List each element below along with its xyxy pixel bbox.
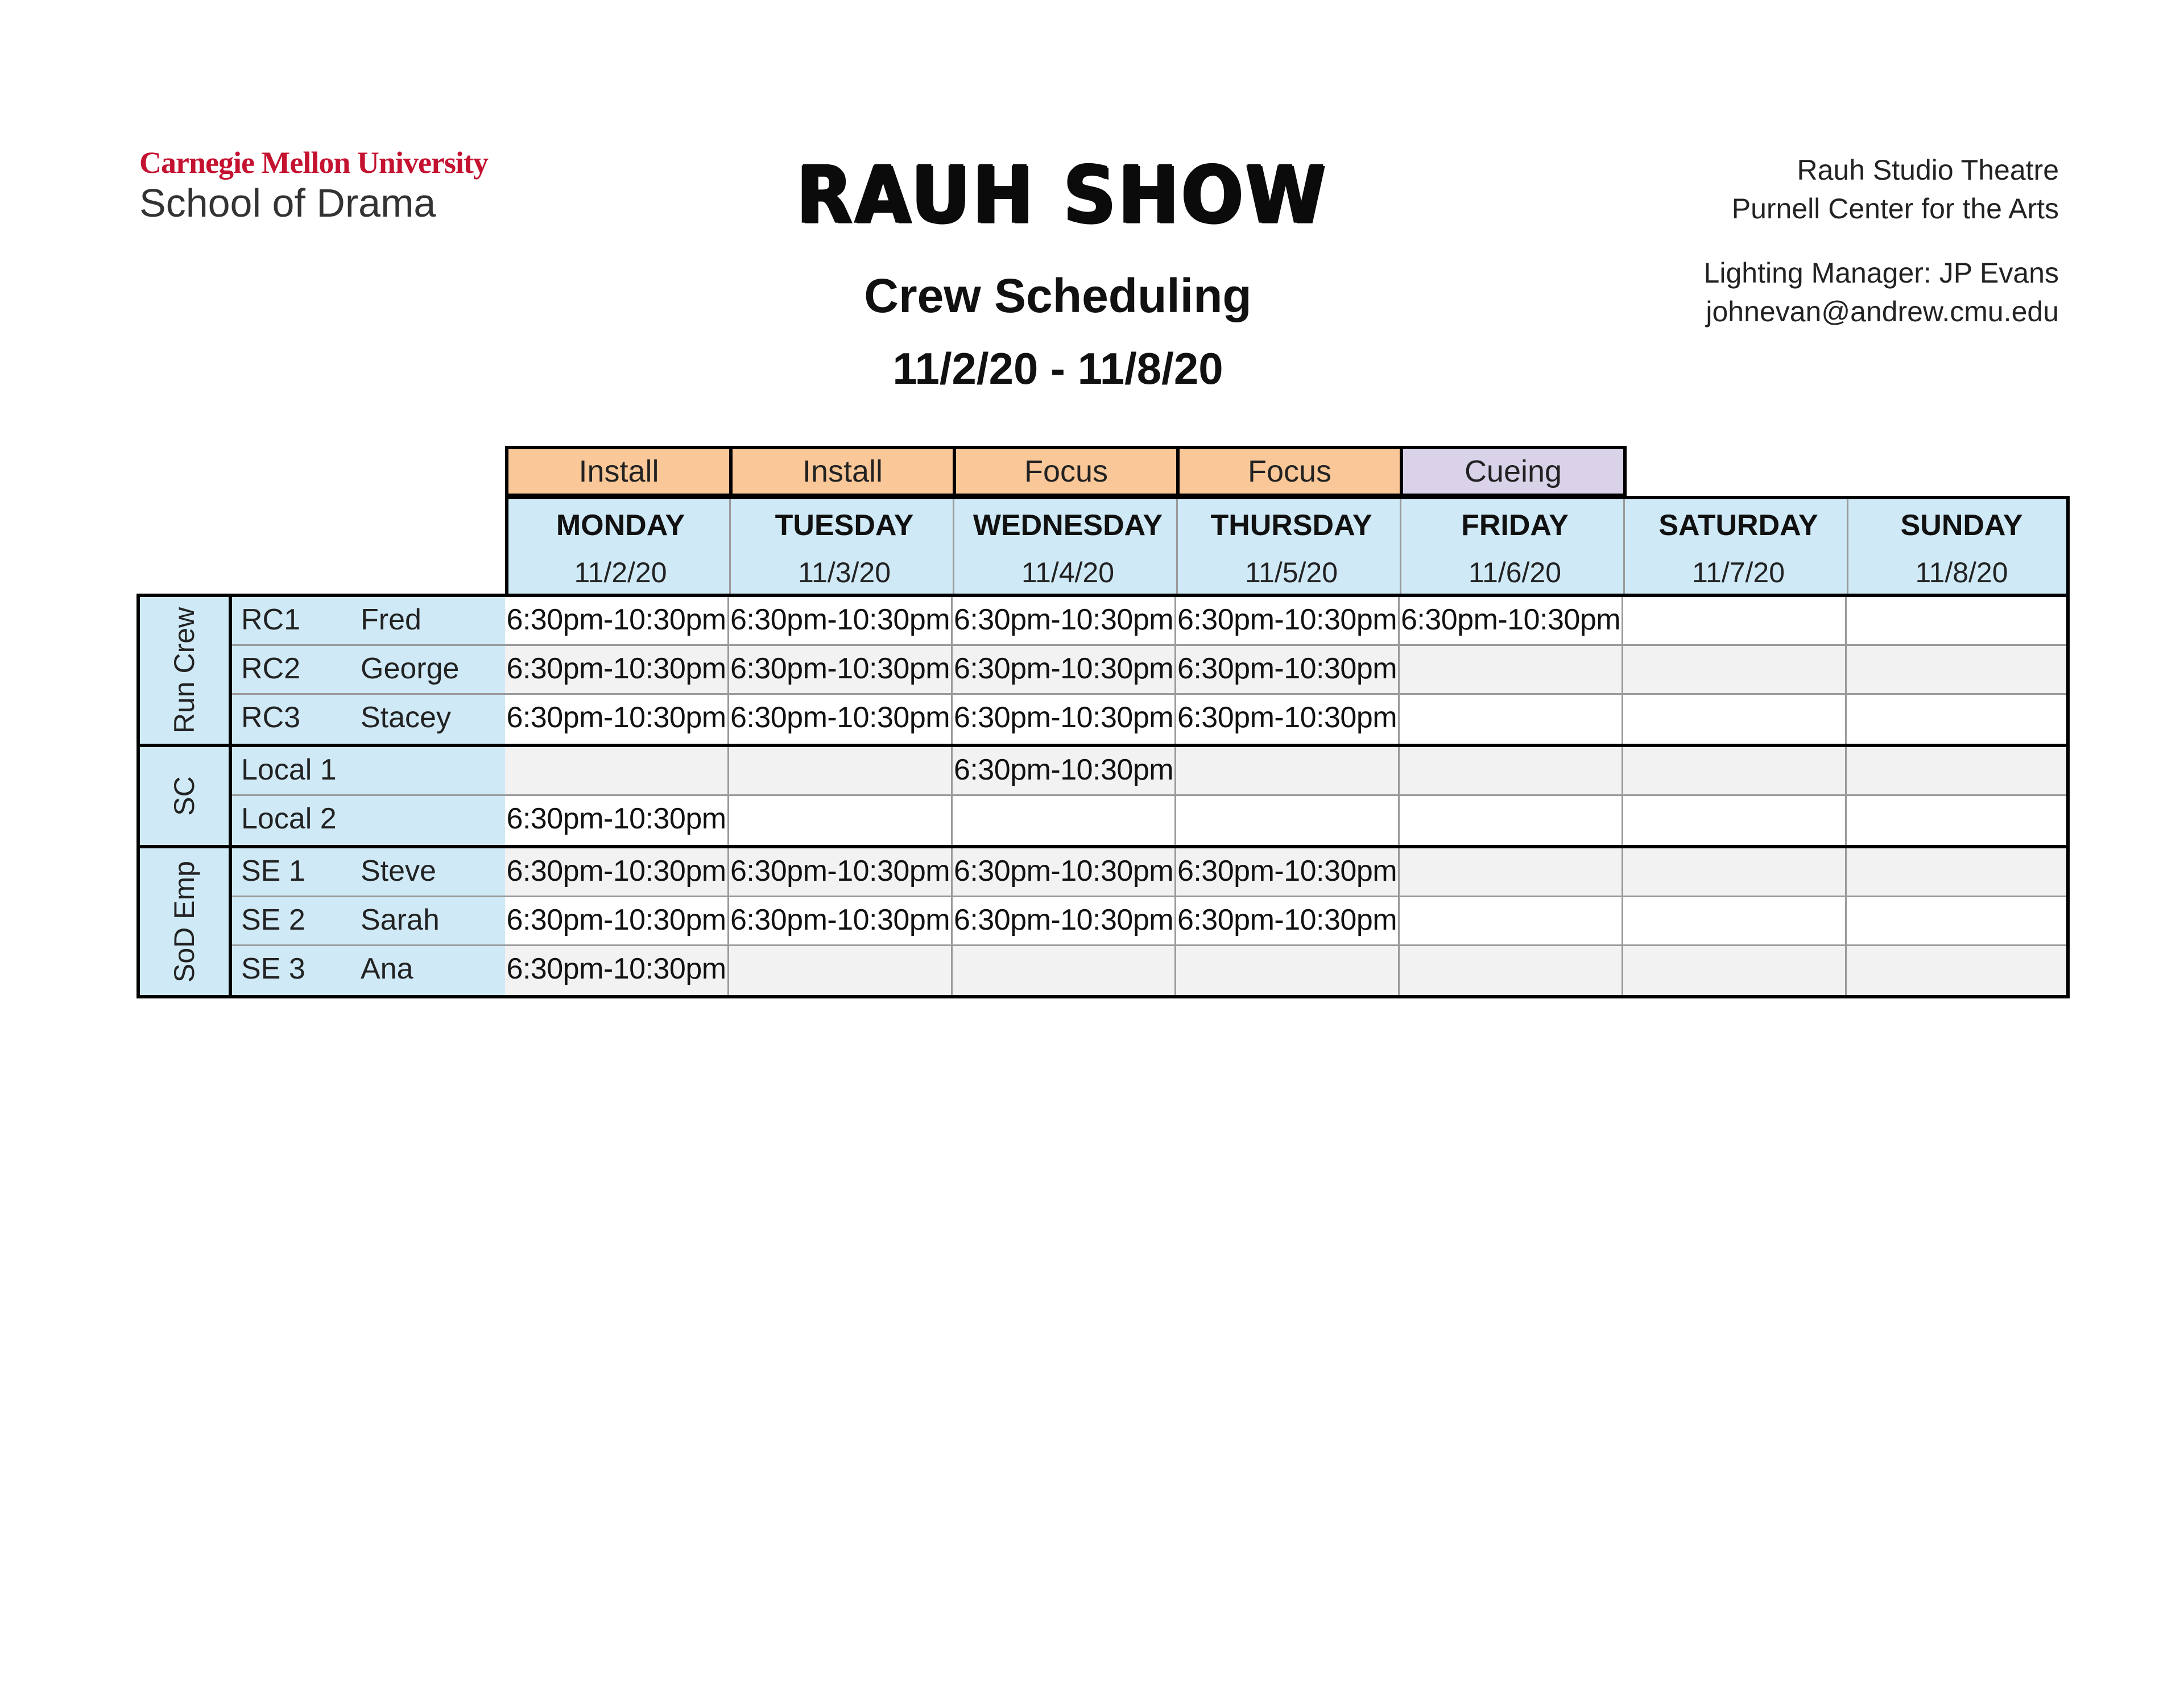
day-date: 11/4/20 <box>1021 557 1115 588</box>
shift-cell[interactable] <box>953 796 1176 845</box>
crew-member-label <box>232 646 508 695</box>
group-label-text: Run Crew <box>168 607 200 734</box>
shift-cell[interactable] <box>1400 796 1623 845</box>
shift-cell[interactable]: 6:30pm-10:30pm <box>1176 848 1400 897</box>
shift-cell[interactable] <box>1847 796 2070 845</box>
shift-cell[interactable] <box>729 796 953 845</box>
shift-cell[interactable] <box>1847 848 2070 897</box>
crew-group-sod-emp <box>136 845 2070 998</box>
venue-contact-block <box>1704 151 2059 331</box>
shift-cell[interactable] <box>1623 848 1847 897</box>
crew-member-label <box>232 597 508 646</box>
crew-code: SE 1 <box>241 855 305 888</box>
shift-cell[interactable]: 6:30pm-10:30pm <box>1176 597 1400 646</box>
crew-code: RC3 <box>241 701 301 734</box>
crew-member-label <box>232 897 508 946</box>
day-header-wednesday <box>956 499 1180 594</box>
shift-cell[interactable] <box>1400 646 1623 695</box>
day-header-sunday <box>1850 499 2073 594</box>
shift-cell[interactable]: 6:30pm-10:30pm <box>953 848 1176 897</box>
manager-email[interactable]: johnevan@andrew.cmu.edu <box>1706 296 2059 328</box>
shift-cell[interactable] <box>1400 695 1623 744</box>
day-name: SUNDAY <box>1900 509 2023 542</box>
show-title: RAUH SHOW <box>796 149 1328 241</box>
shift-cell[interactable]: 6:30pm-10:30pm <box>505 796 729 845</box>
day-name: MONDAY <box>556 509 685 542</box>
shift-cell[interactable]: 6:30pm-10:30pm <box>1176 646 1400 695</box>
day-date: 11/5/20 <box>1244 557 1338 588</box>
shift-cell[interactable] <box>953 946 1176 995</box>
shift-cell[interactable] <box>505 747 729 796</box>
day-header-thursday <box>1180 499 1403 594</box>
day-name: TUESDAY <box>775 509 914 542</box>
column-divider <box>729 499 731 594</box>
group-label <box>140 848 232 995</box>
shift-cell[interactable]: 6:30pm-10:30pm <box>953 695 1176 744</box>
column-divider <box>1847 499 1848 594</box>
day-date: 11/6/20 <box>1468 557 1562 588</box>
crew-name: Stacey <box>361 701 451 734</box>
day-header-monday <box>508 499 733 594</box>
shift-cell[interactable]: 6:30pm-10:30pm <box>953 597 1176 646</box>
shift-cell[interactable] <box>1400 946 1623 995</box>
crew-member-label <box>232 946 508 995</box>
shift-cell[interactable]: 6:30pm-10:30pm <box>1176 695 1400 744</box>
day-name: THURSDAY <box>1210 509 1372 542</box>
shift-cell[interactable] <box>1623 897 1847 946</box>
group-label-text: SoD Emp <box>168 861 200 983</box>
shift-cell[interactable] <box>1623 747 1847 796</box>
phase-label-friday: Cueing <box>1400 446 1627 497</box>
shift-cell[interactable]: 6:30pm-10:30pm <box>505 897 729 946</box>
day-header-row <box>505 496 2070 597</box>
day-date: 11/3/20 <box>797 557 891 588</box>
crew-code: SE 3 <box>241 952 305 985</box>
crew-member-label <box>232 695 508 744</box>
lighting-manager: Lighting Manager: JP Evans <box>1703 257 2059 289</box>
shift-cell[interactable]: 6:30pm-10:30pm <box>729 597 953 646</box>
crew-name: Fred <box>361 603 421 636</box>
group-label-text: SC <box>168 776 200 816</box>
shift-cell[interactable]: 6:30pm-10:30pm <box>953 897 1176 946</box>
crew-code: RC1 <box>241 603 301 636</box>
shift-cell[interactable]: 6:30pm-10:30pm <box>729 897 953 946</box>
shift-cell[interactable]: 6:30pm-10:30pm <box>505 597 729 646</box>
shift-cell[interactable] <box>1623 695 1847 744</box>
column-divider <box>953 499 954 594</box>
shift-cell[interactable] <box>1847 597 2070 646</box>
column-divider <box>1400 499 1401 594</box>
crew-code: SE 2 <box>241 903 305 936</box>
crew-group-sc <box>136 744 2070 848</box>
shift-cell[interactable] <box>1847 646 2070 695</box>
venue-name: Rauh Studio Theatre <box>1797 154 2059 186</box>
group-label <box>140 747 232 845</box>
shift-cell[interactable] <box>1176 747 1400 796</box>
phase-label-tuesday: Install <box>729 446 956 497</box>
document-title: Crew Scheduling <box>864 269 1252 322</box>
shift-cell[interactable]: 6:30pm-10:30pm <box>729 695 953 744</box>
crew-name: Sarah <box>361 903 440 936</box>
shift-cell[interactable] <box>1176 796 1400 845</box>
day-header-saturday <box>1627 499 1850 594</box>
shift-cell[interactable]: 6:30pm-10:30pm <box>505 946 729 995</box>
crew-member-label <box>232 796 508 845</box>
venue-building: Purnell Center for the Arts <box>1731 193 2059 225</box>
shift-cell[interactable] <box>1400 897 1623 946</box>
crew-member-label <box>232 848 508 897</box>
crew-member-label <box>232 747 508 796</box>
day-date: 11/2/20 <box>574 557 667 588</box>
crew-code: Local 2 <box>241 802 337 835</box>
shift-cell[interactable] <box>1176 946 1400 995</box>
phase-label-wednesday: Focus <box>953 446 1180 497</box>
shift-cell[interactable] <box>1623 946 1847 995</box>
date-range: 11/2/20 - 11/8/20 <box>892 343 1223 393</box>
shift-cell[interactable] <box>1400 848 1623 897</box>
shift-cell[interactable]: 6:30pm-10:30pm <box>1400 597 1623 646</box>
school-name: School of Drama <box>139 181 436 225</box>
shift-cell[interactable]: 6:30pm-10:30pm <box>505 695 729 744</box>
shift-cell[interactable] <box>1623 796 1847 845</box>
shift-cell[interactable] <box>1400 747 1623 796</box>
shift-cell[interactable] <box>1623 646 1847 695</box>
crew-name: George <box>361 652 460 685</box>
group-label <box>140 597 232 744</box>
phase-label-thursday: Focus <box>1176 446 1403 497</box>
day-name: FRIDAY <box>1461 509 1569 542</box>
day-name: SATURDAY <box>1658 509 1818 542</box>
shift-cell[interactable] <box>729 946 953 995</box>
shift-cell[interactable]: 6:30pm-10:30pm <box>505 848 729 897</box>
crew-name: Steve <box>361 855 436 888</box>
crew-code: RC2 <box>241 652 301 685</box>
shift-cell[interactable]: 6:30pm-10:30pm <box>953 646 1176 695</box>
shift-cell[interactable] <box>1847 897 2070 946</box>
crew-code: Local 1 <box>241 753 337 786</box>
day-date: 11/7/20 <box>1691 557 1785 588</box>
shift-cell[interactable] <box>1623 597 1847 646</box>
day-date: 11/8/20 <box>1915 557 2008 588</box>
shift-cell[interactable]: 6:30pm-10:30pm <box>1176 897 1400 946</box>
day-name: WEDNESDAY <box>973 509 1163 542</box>
shift-cell[interactable]: 6:30pm-10:30pm <box>729 646 953 695</box>
day-header-tuesday <box>733 499 956 594</box>
phase-label-monday: Install <box>505 446 733 497</box>
university-wordmark: Carnegie Mellon University <box>139 146 488 180</box>
crew-group-run-crew <box>136 594 2070 747</box>
cmu-school-of-drama-logo <box>139 145 488 226</box>
column-divider <box>1176 499 1178 594</box>
shift-cell[interactable]: 6:30pm-10:30pm <box>505 646 729 695</box>
shift-cell[interactable]: 6:30pm-10:30pm <box>953 747 1176 796</box>
column-divider <box>1623 499 1625 594</box>
shift-cell[interactable] <box>1847 695 2070 744</box>
shift-cell[interactable] <box>729 747 953 796</box>
shift-cell[interactable]: 6:30pm-10:30pm <box>729 848 953 897</box>
crew-name: Ana <box>361 952 413 985</box>
day-header-friday <box>1403 499 1627 594</box>
shift-cell[interactable] <box>1847 747 2070 796</box>
shift-cell[interactable] <box>1847 946 2070 995</box>
